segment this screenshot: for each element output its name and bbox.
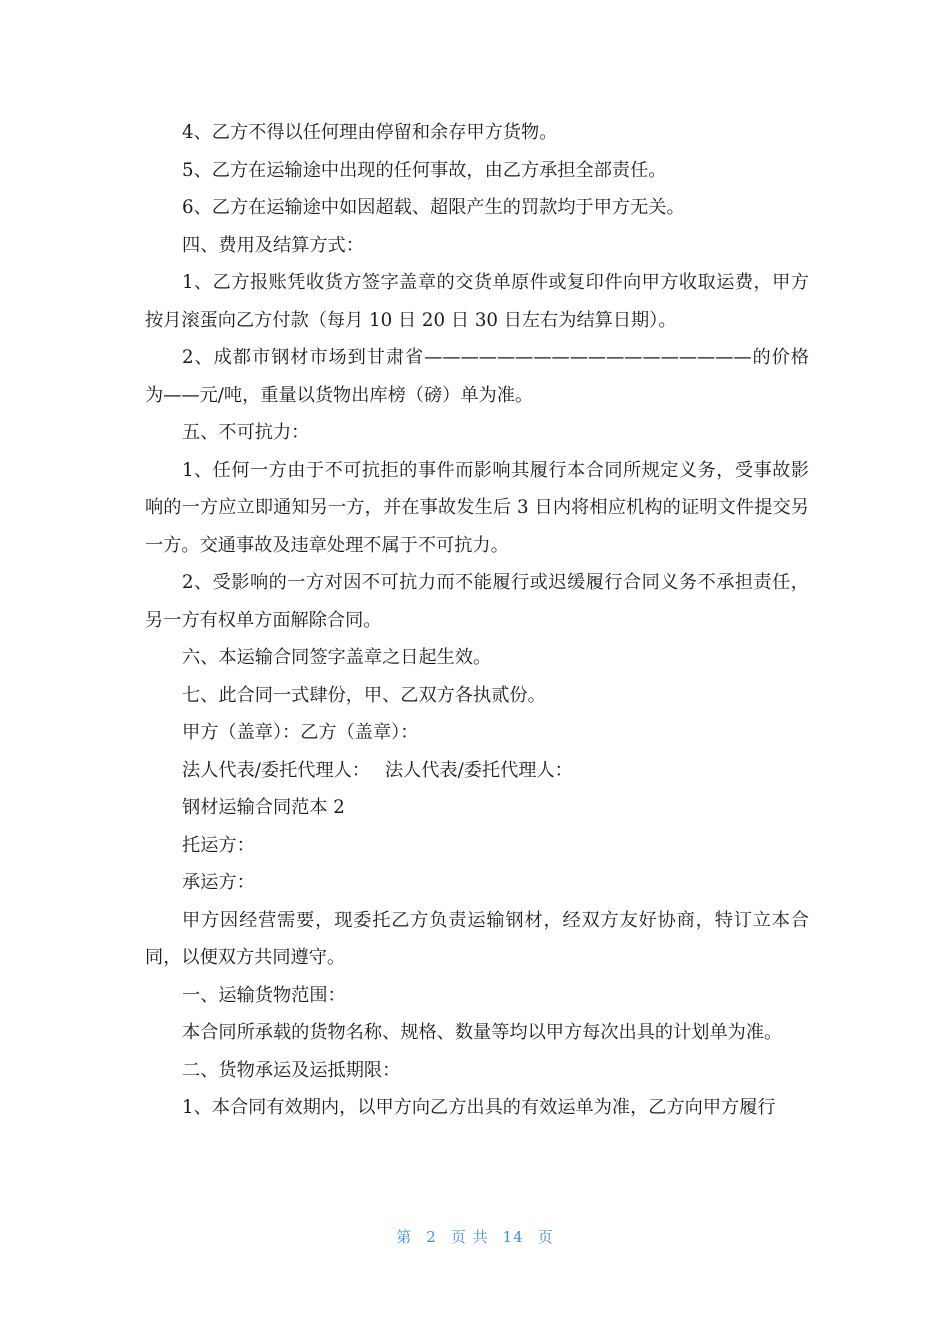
footer-di: 第 <box>396 1228 413 1246</box>
signature-representative-line: 法人代表/委托代理人： 法人代表/委托代理人： <box>182 759 573 781</box>
contract-title-2: 钢材运输合同范本 2 <box>182 797 345 818</box>
section-heading-fees: 四、费用及结算方式： <box>182 234 364 256</box>
section-heading-force-majeure: 五、不可抗力： <box>182 422 310 443</box>
section-heading-scope: 一、运输货物范围： <box>182 984 346 1006</box>
footer-ye-gong: 页 共 <box>450 1228 489 1246</box>
paragraph-force-majeure-1: 1、任何一方由于不可抗拒的事件而影响其履行本合同所规定义务，受事故影响的一方应立即通知另一方，并在事故发生后 3 日内将相应机构的证明文件提交另一方。交通事故及违章处理不属于不可抗力。 <box>145 459 809 556</box>
footer-page-number: 2 <box>426 1228 437 1246</box>
footer-total-pages: 14 <box>502 1228 524 1246</box>
signature-seal-line: 甲方（盖章）：乙方（盖章）： <box>182 722 419 743</box>
paragraph-preamble: 甲方因经营需要，现委托乙方负责运输钢材，经双方友好协商，特订立本合同，以便双方共同遵守。 <box>145 909 809 968</box>
document-body <box>145 114 809 1127</box>
carrier-line: 承运方： <box>182 872 255 893</box>
paragraph-term-1: 1、本合同有效期内，以甲方向乙方出具的有效运单为准，乙方向甲方履行 <box>182 1097 776 1118</box>
paragraph-clause-4: 4、乙方不得以任何理由停留和余存甲方货物。 <box>182 122 558 143</box>
paragraph-effective: 六、本运输合同签字盖章之日起生效。 <box>182 647 492 668</box>
paragraph-scope: 本合同所承载的货物名称、规格、数量等均以甲方每次出具的计划单为准。 <box>182 1022 783 1043</box>
paragraph-fees-1: 1、乙方报账凭收货方签字盖章的交货单原件或复印件向甲方收取运费，甲方按月滚蛋向乙方付款（每月 10 日 20 日 30 日左右为结算日期）。 <box>145 272 809 331</box>
paragraph-fees-2: 2、成都市钢材市场到甘肃省——————————————————的价格为——元/吨，重量以货物出库榜（磅）单为准。 <box>145 347 809 406</box>
page-footer <box>0 1226 950 1247</box>
section-heading-term: 二、货物承运及运抵期限： <box>182 1059 401 1081</box>
paragraph-copies: 七、此合同一式肆份，甲、乙双方各执贰份。 <box>182 684 546 706</box>
shipper-line: 托运方： <box>182 834 255 856</box>
footer-ye: 页 <box>537 1228 554 1246</box>
paragraph-clause-5: 5、乙方在运输途中出现的任何事故，由乙方承担全部责任。 <box>182 159 667 181</box>
paragraph-force-majeure-2: 2、受影响的一方对因不可抗力而不能履行或迟缓履行合同义务不承担责任，另一方有权单方面解除合同。 <box>145 572 809 631</box>
paragraph-clause-6: 6、乙方在运输途中如因超载、超限产生的罚款均于甲方无关。 <box>182 197 685 218</box>
